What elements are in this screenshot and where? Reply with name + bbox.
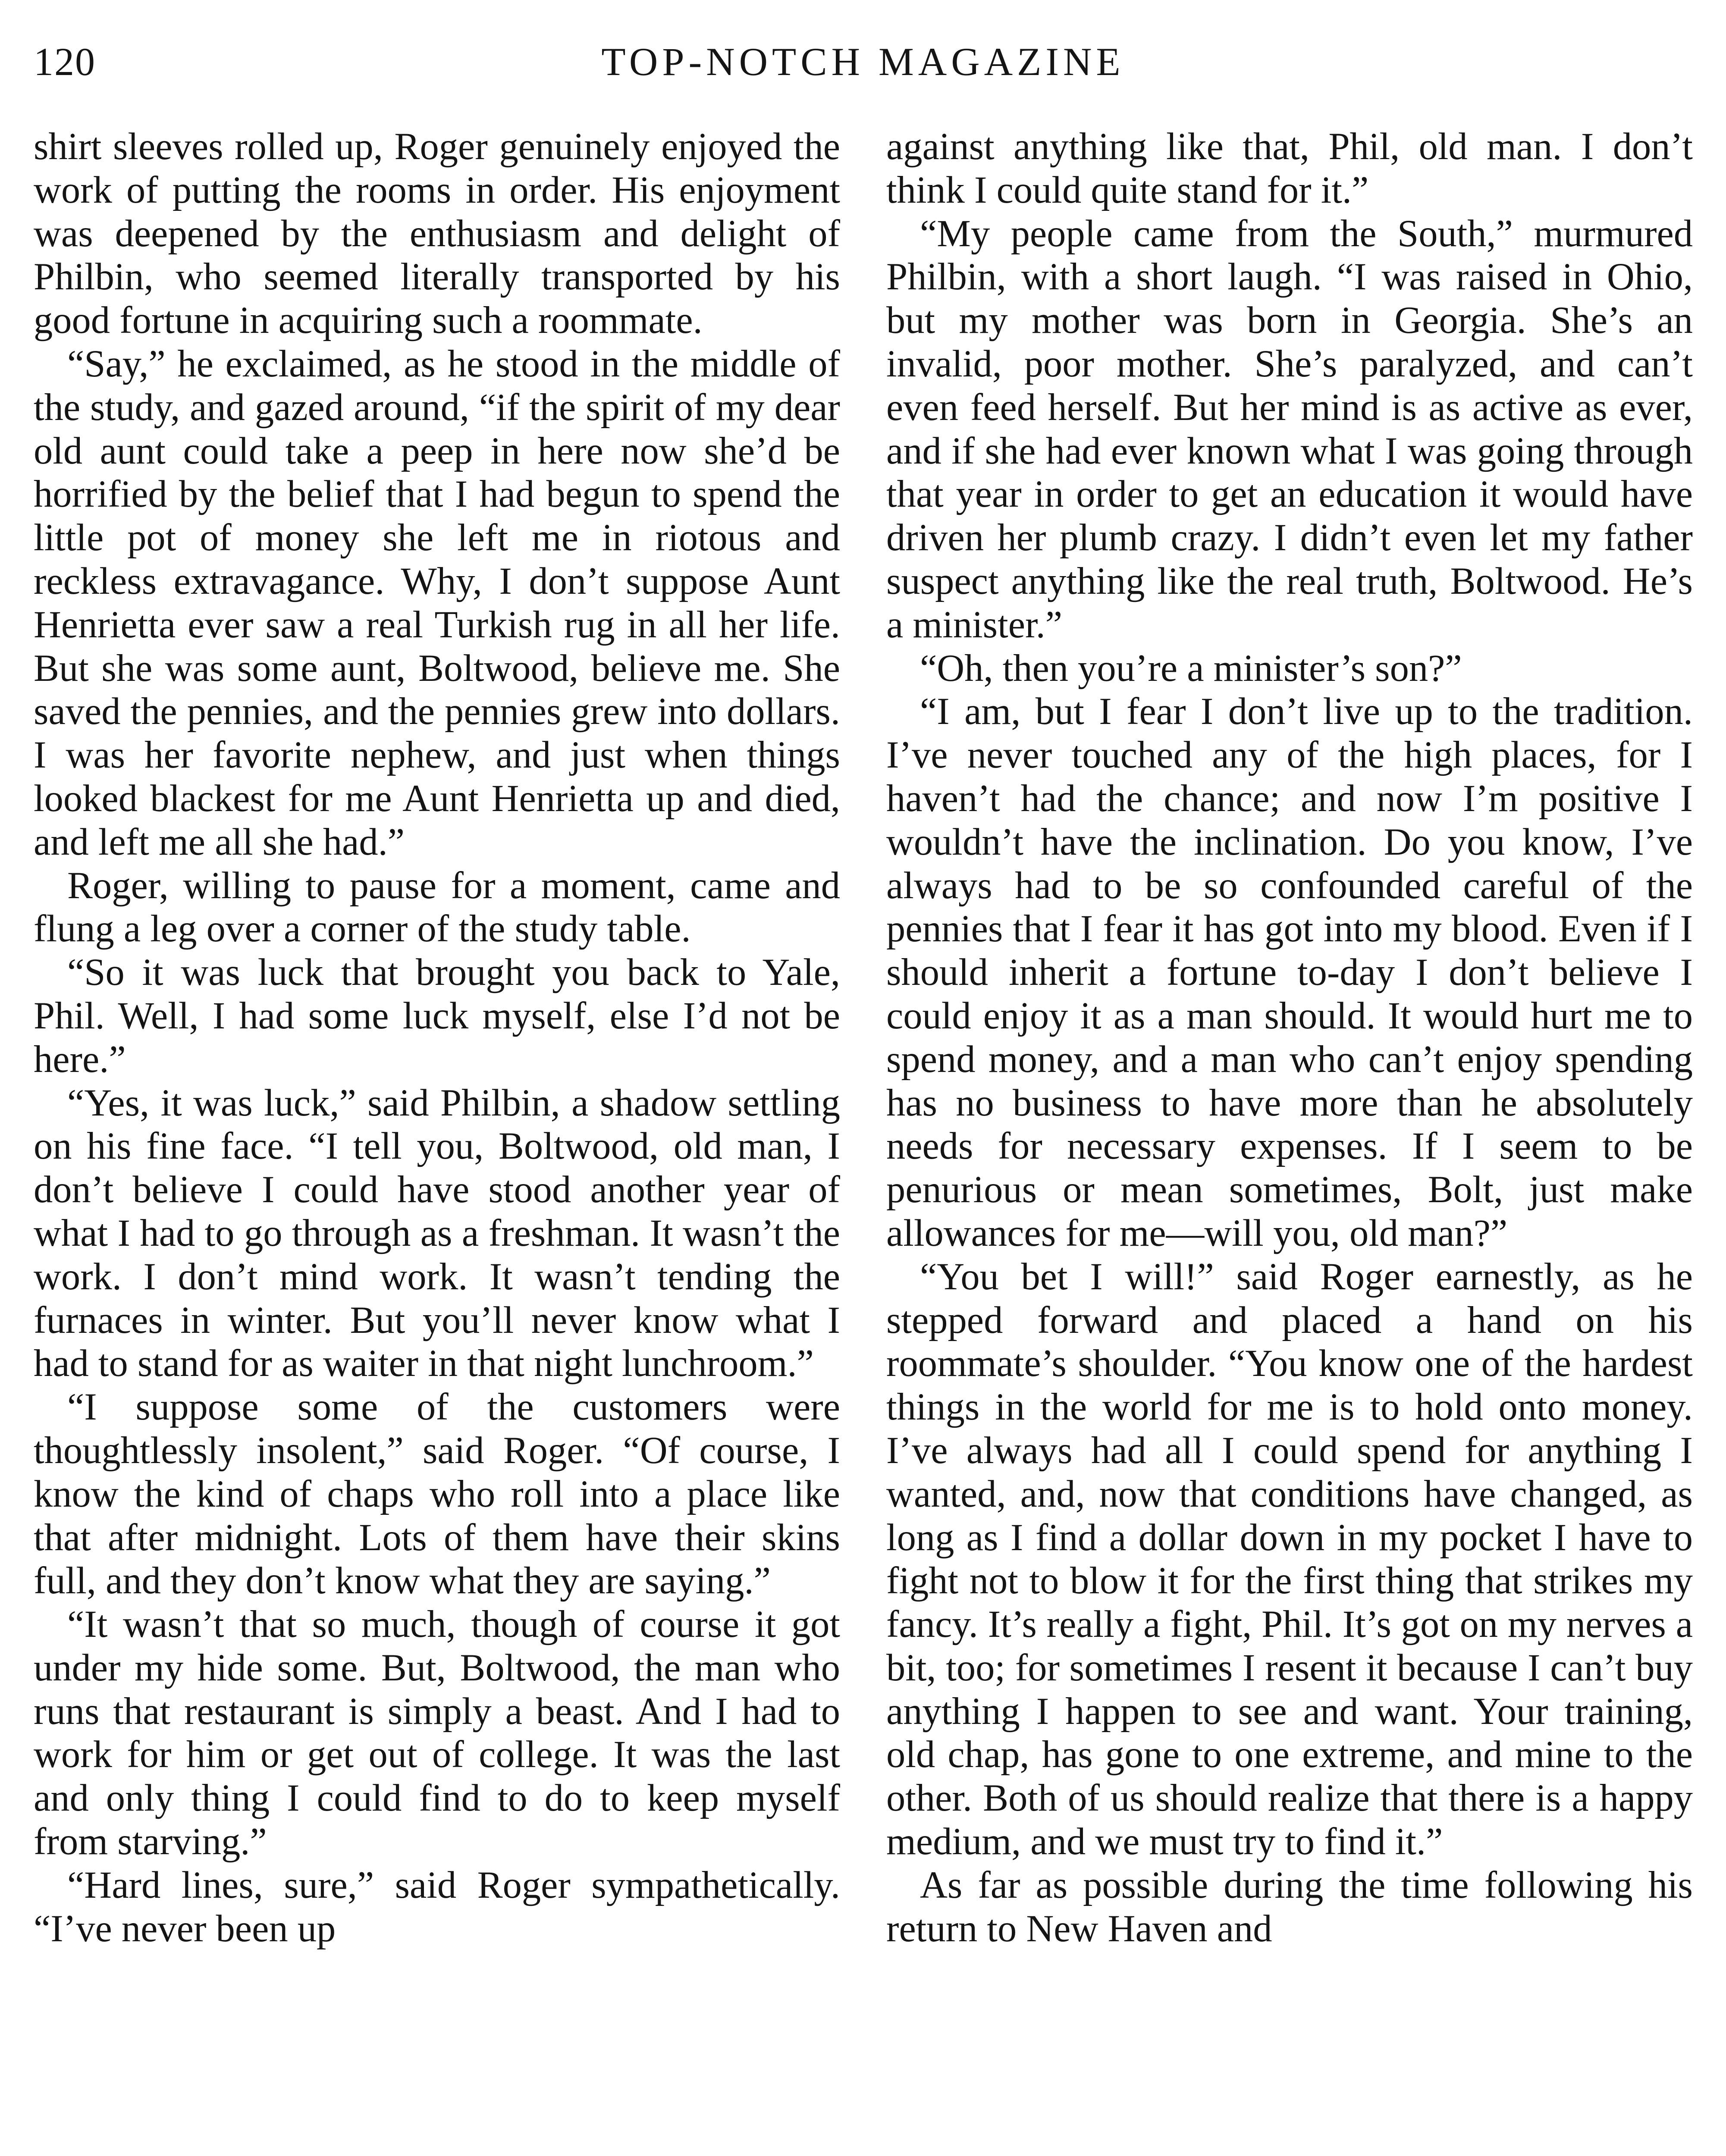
paragraph: “It wasn’t that so much, though of course it got under my hide some. But, Boltwood, the man who runs that restaurant is simply a beast. And I had to work for him or get out of college. It was the last and only thing I could find to do to keep myself from starving.” [34,1603,840,1863]
paragraph: “Yes, it was luck,” said Philbin, a shadow settling on his fine face. “I tell you, Boltwood, old man, I don’t believe I could have stood another year of what I had to go through as a freshman. It wasn’t the work. I don’t mind work. It wasn’t tending the furnaces in winter. But you’ll never know what I had to stand for as waiter in that night lunchroom.” [34,1081,840,1385]
paragraph: “So it was luck that brought you back to Yale, Phil. Well, I had some luck myself, else I’d not be here.” [34,951,840,1081]
paragraph: “My people came from the South,” murmured Philbin, with a short laugh. “I was raised in Ohio, but my mother was born in Georgia. She’s an invalid, poor mother. She’s paralyzed, and can’t even feed herself. But her mind is as active as ever, and if she had ever known what I was going through that year in order to get an education it would have driven her plumb crazy. I didn’t even let my father suspect anything like the real truth, Boltwood. He’s a minister.” [886,212,1693,646]
paragraph: against anything like that, Phil, old man. I don’t think I could quite stand for it.” [886,125,1693,211]
paragraph: As far as possible during the time following his return to New Haven and [886,1864,1693,1950]
paragraph: “You bet I will!” said Roger earnestly, as he stepped forward and placed a hand on his roommate’s shoulder. “You know one of the hardest things in the world for me is to hold onto money. I’ve always had all I could spend for anything I wanted, and, now that conditions have changed, as long as I find a dollar down in my pocket I have to fight not to blow it for the first thing that strikes my fancy. It’s really a fight, Phil. It’s got on my nerves a bit, too; for sometimes I resent it because I can’t buy anything I happen to see and want. Your training, old chap, has gone to one extreme, and mine to the other. Both of us should realize that there is a happy medium, and we must try to find it.” [886,1255,1693,1863]
paragraph: “I suppose some of the customers were thoughtlessly insolent,” said Roger. “Of course, I know the kind of chaps who roll into a place like that after midnight. Lots of them have their skins full, and they don’t know what they are saying.” [34,1386,840,1602]
right-column [886,125,1693,2156]
paragraph: “Say,” he exclaimed, as he stood in the middle of the study, and gazed around, “if the spirit of my dear old aunt could take a peep in here now she’d be horrified by the belief that I had begun to spend the little pot of money she left me in riotous and reckless extravagance. Why, I don’t suppose Aunt Henrietta ever saw a real Turkish rug in all her life. But she was some aunt, Boltwood, believe me. She saved the pennies, and the pennies grew into dollars. I was her favorite nephew, and just when things looked blackest for me Aunt Henrietta up and died, and left me all she had.” [34,342,840,863]
paragraph: shirt sleeves rolled up, Roger genuinely enjoyed the work of putting the rooms in order. His enjoyment was deepened by the enthusiasm and delight of Philbin, who seemed literally transported by his good fortune in acquiring such a roommate. [34,125,840,342]
left-column [34,125,840,2156]
paragraph: “Oh, then you’re a minister’s son?” [920,647,1462,689]
paragraph: Roger, willing to pause for a moment, came and flung a leg over a corner of the study table. [34,864,840,950]
page-header [34,34,1692,90]
paragraph: “I am, but I fear I don’t live up to the tradition. I’ve never touched any of the high places, for I haven’t had the chance; and now I’m positive I wouldn’t have the inclination. Do you know, I’ve always had to be so confounded careful of the pennies that I fear it has got into my blood. Even if I should inherit a fortune to-day I don’t believe I could enjoy it as a man should. It would hurt me to spend money, and a man who can’t enjoy spending has no business to have more than he absolutely needs for necessary expenses. If I seem to be penurious or mean sometimes, Bolt, just make allowances for me—will you, old man?” [886,690,1693,1254]
paragraph: “Hard lines, sure,” said Roger sympathetically. “I’ve never been up [34,1864,840,1950]
page-number: 120 [34,40,96,84]
running-head: TOP-NOTCH MAGAZINE [601,40,1125,84]
